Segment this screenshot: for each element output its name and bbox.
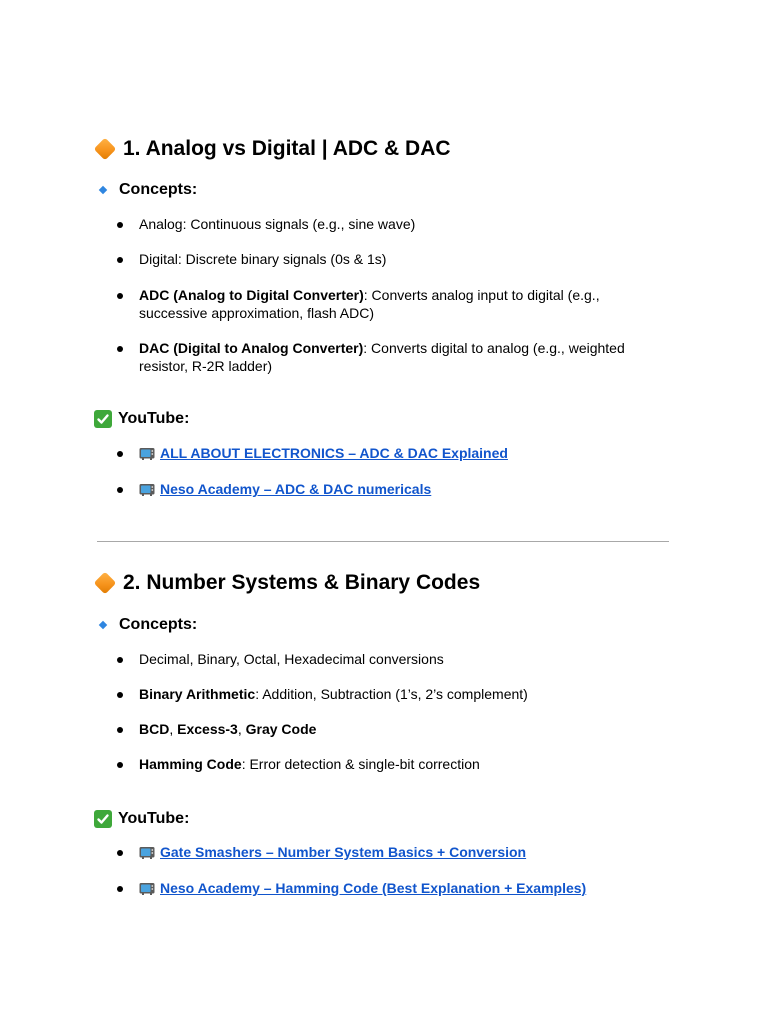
check-mark-button-icon [94, 810, 112, 828]
list-item [117, 215, 657, 233]
term-bold: Excess-3 [177, 721, 238, 737]
check-mark-button-icon [94, 410, 112, 428]
term-description: : Addition, Subtraction (1’s, 2’s complement) [255, 686, 528, 702]
concepts-label: Concepts: [119, 616, 198, 633]
list-item-content [139, 480, 657, 498]
list-item-content [139, 843, 657, 861]
list-item [117, 685, 657, 703]
section-2-youtube-heading [94, 809, 189, 829]
section-1-concepts-heading [94, 180, 197, 200]
list-item-text [139, 720, 657, 738]
list-item [117, 444, 657, 462]
list-item [117, 480, 657, 498]
list-item-text: Analog: Continuous signals (e.g., sine wave) [139, 216, 416, 232]
section-2-title-text: 2. Number Systems & Binary Codes [123, 571, 481, 594]
separator: , [169, 721, 178, 737]
youtube-link[interactable]: Neso Academy – Hamming Code (Best Explanation + Examples) [160, 880, 587, 896]
orange-diamond-icon [94, 138, 117, 161]
television-icon [139, 447, 155, 460]
bullet-dot-icon [117, 257, 123, 263]
list-item-text: Decimal, Binary, Octal, Hexadecimal conversions [139, 651, 444, 667]
section-1-title-text: 1. Analog vs Digital | ADC & DAC [123, 137, 451, 160]
bullet-dot-icon [117, 886, 123, 892]
list-item [117, 286, 657, 322]
list-item [117, 843, 657, 861]
term-description: : Converts digital to analog (e.g., weighted resistor, R-2R ladder) [139, 340, 625, 374]
section-2-concepts-heading [94, 615, 197, 635]
list-item [117, 650, 657, 668]
bullet-dot-icon [117, 346, 123, 352]
section-1-title [94, 136, 451, 162]
bullet-dot-icon [117, 692, 123, 698]
youtube-link[interactable]: Neso Academy – ADC & DAC numericals [160, 481, 432, 497]
bullet-dot-icon [117, 850, 123, 856]
bullet-dot-icon [117, 222, 123, 228]
bullet-dot-icon [117, 487, 123, 493]
list-item [117, 879, 657, 897]
list-item-text [139, 755, 657, 773]
term-bold: BCD [139, 721, 170, 737]
list-item [117, 250, 657, 268]
bullet-dot-icon [117, 727, 123, 733]
bullet-dot-icon [117, 657, 123, 663]
term-bold: DAC (Digital to Analog Converter) [139, 340, 364, 356]
television-icon [139, 882, 155, 895]
term-description: : Error detection & single-bit correction [241, 756, 480, 772]
term-bold: Binary Arithmetic [139, 686, 256, 702]
small-blue-diamond-icon [99, 621, 107, 629]
list-item-text: Digital: Discrete binary signals (0s & 1s) [139, 251, 387, 267]
term-bold: Gray Code [245, 721, 317, 737]
term-bold: ADC (Analog to Digital Converter) [139, 287, 364, 303]
section-1-youtube-heading [94, 409, 189, 429]
list-item [117, 339, 657, 375]
term-description: : Converts analog input to digital (e.g., successive approximation, flash ADC) [139, 287, 600, 321]
separator: , [237, 721, 246, 737]
list-item-content [139, 444, 657, 462]
bullet-dot-icon [117, 762, 123, 768]
list-item-text [139, 339, 657, 375]
term-bold: Hamming Code [139, 756, 242, 772]
list-item [117, 720, 657, 738]
youtube-link[interactable]: Gate Smashers – Number System Basics + Conversion [160, 844, 527, 860]
list-item-text [139, 286, 657, 322]
youtube-label: YouTube: [118, 810, 190, 827]
television-icon [139, 846, 155, 859]
youtube-link[interactable]: ALL ABOUT ELECTRONICS – ADC & DAC Explained [160, 445, 508, 461]
section-2-title [94, 570, 480, 596]
television-icon [139, 483, 155, 496]
concepts-label: Concepts: [119, 181, 198, 198]
section-divider [97, 541, 669, 542]
youtube-label: YouTube: [118, 410, 190, 427]
small-blue-diamond-icon [99, 186, 107, 194]
list-item [117, 755, 657, 773]
bullet-dot-icon [117, 293, 123, 299]
orange-diamond-icon [94, 572, 117, 595]
bullet-dot-icon [117, 451, 123, 457]
list-item-content [139, 879, 657, 897]
list-item-text [139, 685, 657, 703]
